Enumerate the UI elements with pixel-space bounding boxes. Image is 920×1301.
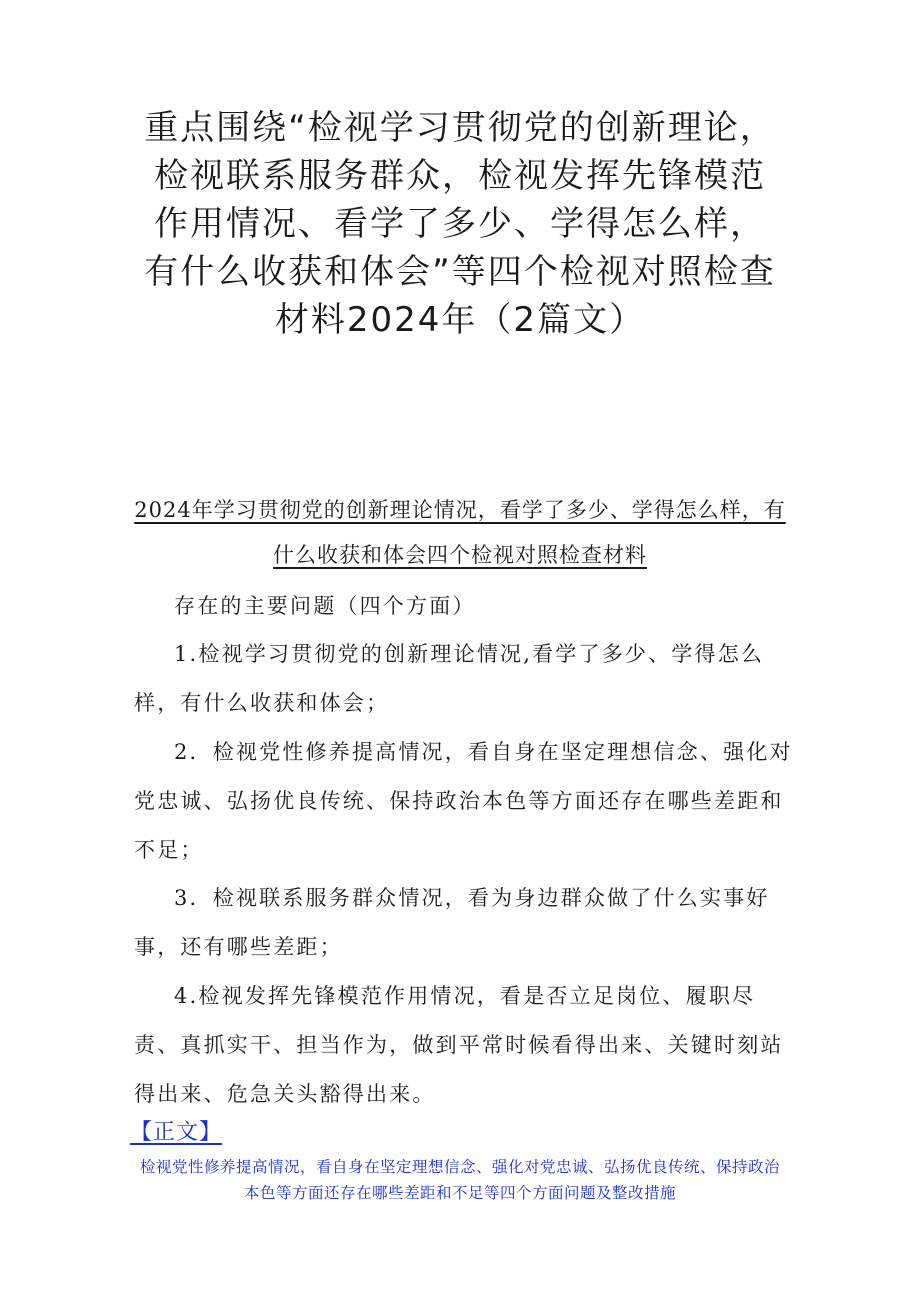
related-document-link[interactable]: 检视党性修养提高情况，看自身在坚定理想信念、强化对党忠诚、弘扬优良传统、保持政治本色等方面还存在哪些差距和不足等四个方面问题及整改措施 [140, 1158, 781, 1202]
problem-item-4: 4.检视发挥先锋模范作用情况，看是否立足岗位、履职尽责、真抓实干、担当作为，做到平常时候看得出来、关键时刻站得出来、危急关头豁得出来。 [134, 984, 784, 1106]
problem-item-2: 2．检视党性修养提高情况，看自身在坚定理想信念、强化对党忠诚、弘扬优良传统、保持政治本色等方面还存在哪些差距和不足； [134, 740, 793, 862]
document-title: 重点围绕“检视学习贯彻党的创新理论，检视联系服务群众，检视发挥先锋模范作用情况、看学了多少、学得怎么样，有什么收获和体会”等四个检视对照检查材料2024年（2篇文） [144, 108, 776, 340]
section-heading [130, 488, 790, 578]
problem-item-3: 3．检视联系服务群众情况，看为身边群众做了什么实事好事，还有哪些差距； [134, 886, 770, 959]
main-text-link[interactable]: 【正文】 [130, 1120, 223, 1145]
section-heading-text: 2024年学习贯彻党的创新理论情况，看学了多少、学得怎么样，有什么收获和体会四个检视对照检查材料 [134, 498, 786, 567]
intro-paragraph: 存在的主要问题（四个方面） [174, 594, 476, 618]
problem-item-1: 1.检视学习贯彻党的创新理论情况,看学了多少、学得怎么样，有什么收获和体会； [134, 642, 765, 715]
